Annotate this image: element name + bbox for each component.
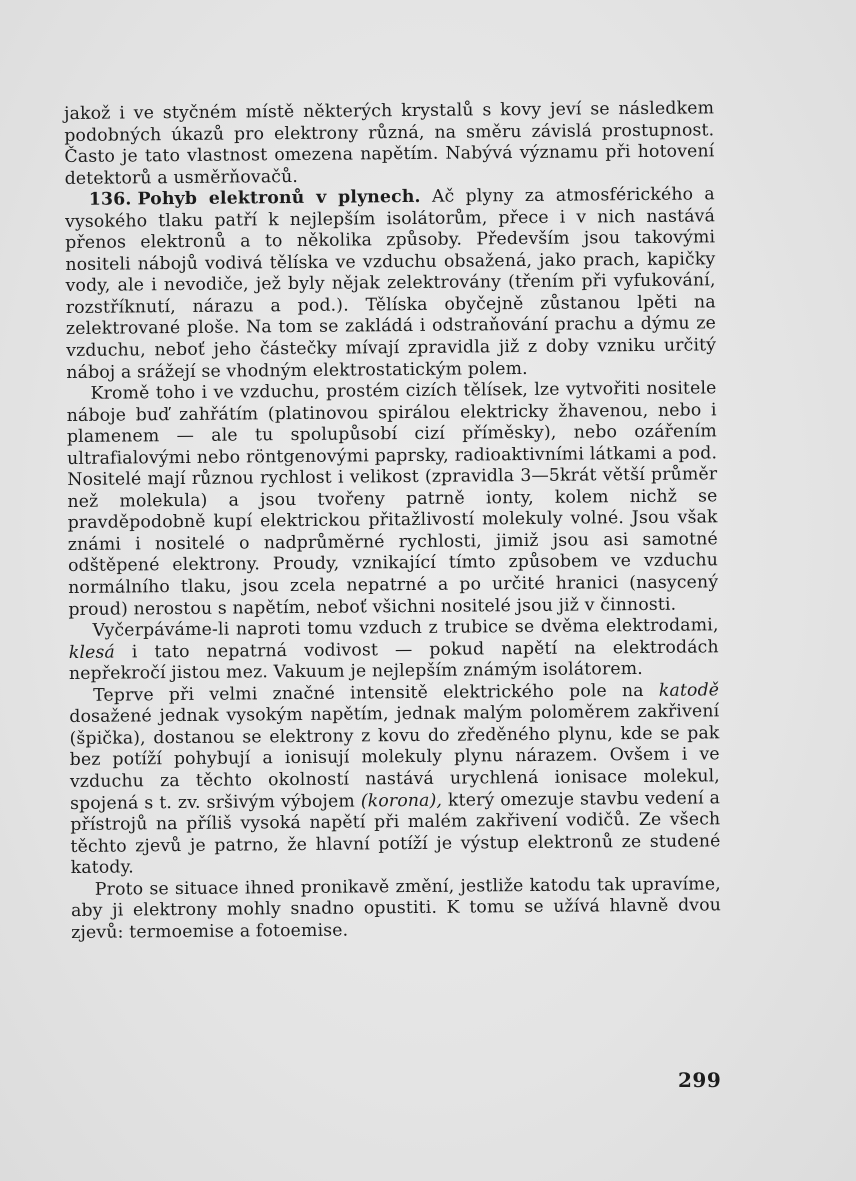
text-run: který omezuje stavbu vedení a přístrojů na příliš vysoká napětí při malém zakřivení vodičů. Ze všech těchto zjevů je patrno, že hlavní potíží je výstup elektronů ze studené katody. xyxy=(70,787,721,879)
body-text xyxy=(64,98,721,944)
page-number: 299 xyxy=(678,1068,722,1092)
paragraph: Proto se situace ihned pronikavě změní, jestliže katodu tak upravíme, aby ji elektrony mohly snadno opustiti. K tomu se užívá hlavně dvou zjevů: termoemise a fotoemise. xyxy=(70,873,722,943)
text-run: Vyčerpáváme-li naproti tomu vzduch z trubice se dvěma elektrodami, xyxy=(92,615,719,641)
emphasis: klesá xyxy=(68,642,116,663)
emphasis: katodě xyxy=(658,680,720,701)
section-number: 136. xyxy=(88,189,132,210)
text-run: i tato nepatrná vodivost — pokud napětí na elektrodách nepřekročí jistou mez. Vakuum je nejlepším známým isolátorem. xyxy=(68,636,719,685)
paragraph xyxy=(69,615,720,685)
text-run: dosažené jednak vysokým napětím, jednak malým poloměrem zakřivení (špička), dostanou se elektrony z kovu do zředěného plynu, kde se pak bez potíží pohybují a ionisují molekuly plynu nárazem. Ovšem i ve vzduchu za těchto okolností nastává urychlená ionisace molekul, spojená s t. zv. sršivým výbojem xyxy=(69,701,720,814)
paragraph: Kromě toho i ve vzduchu, prostém cizích tělísek, lze vytvořiti nositele náboje buď zahřátím (platinovou spirálou elektricky žhavenou, nebo i plamenem — ale tu spolupůsobí cizí příměsky), nebo ozářením ultrafialovými nebo röntgenovými paprsky, radioaktivními látkami a pod. Nositelé mají různou rychlost i velikost (zpravidla 3—5krát větší průměr než molekula) a jsou tvořeny patrně ionty, kolem nichž se pravděpodobně kupí elektrickou přitažlivostí molekuly volné. Jsou však známi i nositelé o nadprůměrné rychlosti, jimiž jsou asi samotné odštěpené elektrony. Proudy, vznikající tímto způsobem ve vzduchu normálního tlaku, jsou zcela nepatrné a po určité hranici (nasycený proud) nerostou s napětím, neboť všichni nositelé jsou již v činnosti. xyxy=(66,378,719,620)
text-run: Teprve při velmi značné intensitě elektrického pole na xyxy=(93,680,644,706)
section-paragraph xyxy=(65,185,717,385)
paragraph-continuation: jakož i ve styčném místě některých krystalů s kovy jeví se následkem podobných úkazů pro elektrony různá, na směru závislá prostupnost. Často je tato vlastnost omezena napětím. Nabývá významu při hotovení detektorů a usměrňovačů. xyxy=(64,98,715,189)
section-heading: Pohyb elektronů v plynech. xyxy=(137,187,421,210)
section-text: Ač plyny za atmosférického a vysokého tlaku patří k nejlepším isolátorům, přece i v nich nastává přenos elektronů a to několika způsoby. Především jsou takovými nositeli nábojů vodivá tělíska ve vzduchu obsažená, jako prach, kapičky vody, ale i nevodiče, jež byly nějak zelektrovány (třením při vyfukování, rozstříknutí, nárazu a pod.). Tělíska obyčejně zůstanou lpěti na zelektrované ploše. Na tom se zakládá i odstraňování prachu a dýmu ze vzduchu, neboť jeho částečky mívají zpravidla již z doby vzniku určitý náboj a srážejí se vhodným elektrostatickým polem. xyxy=(64,184,717,383)
paragraph xyxy=(69,680,721,880)
emphasis: (korona), xyxy=(360,790,443,811)
